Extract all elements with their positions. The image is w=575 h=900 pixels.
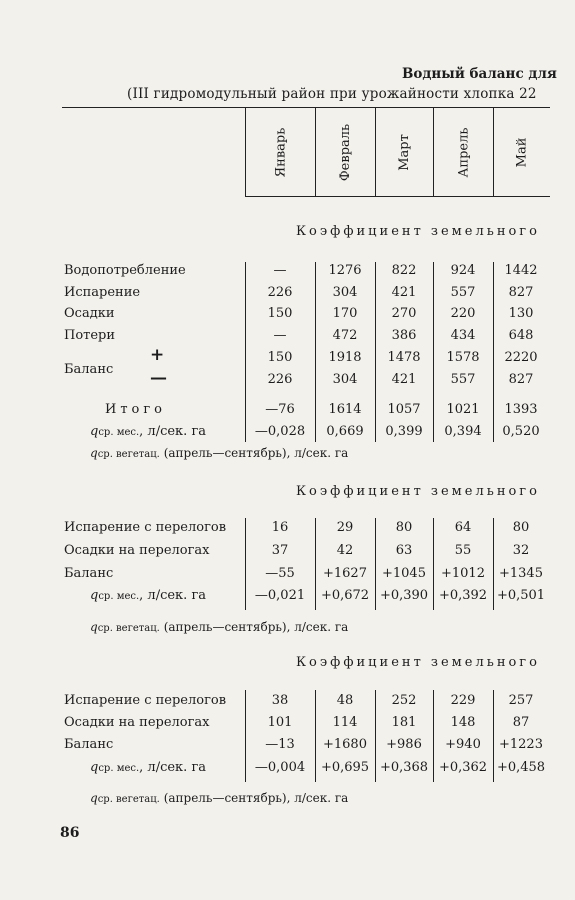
minus-sign: —: [150, 368, 167, 388]
table-cell: +1627: [323, 566, 367, 581]
table-cell: 38: [271, 693, 289, 708]
table-cell: 924: [450, 263, 476, 278]
page-title: Водный баланс для: [402, 66, 557, 82]
table-cell: —13: [265, 737, 295, 752]
table-cell: 1057: [387, 402, 421, 417]
q-symbol: q: [90, 424, 99, 439]
q-symbol: q: [90, 760, 99, 775]
table-cell: 557: [450, 285, 476, 300]
veg-text: (апрель—сентябрь), л/сек. га: [163, 446, 349, 460]
q-symbol: q: [90, 446, 98, 460]
month-label: Февраль: [338, 123, 353, 181]
table-cell: 0,669: [326, 424, 364, 439]
table-cell: 270: [391, 306, 417, 321]
table-cell: 1393: [504, 402, 538, 417]
table-cell: 1578: [446, 350, 480, 365]
table-cell: 114: [332, 715, 358, 730]
table-cell: +0,695: [320, 760, 370, 775]
table-cell: 0,399: [385, 424, 423, 439]
table-cell: 80: [395, 520, 413, 535]
table-cell: 304: [332, 372, 358, 387]
table-cell: 2220: [504, 350, 538, 365]
month-header: [434, 108, 493, 196]
table-cell: —0,028: [254, 424, 306, 439]
table-cell: —: [273, 263, 287, 278]
veg-text: (апрель—сентябрь), л/сек. га: [163, 620, 349, 634]
table-cell: +1345: [499, 566, 543, 581]
table-cell: 229: [450, 693, 476, 708]
table-cell: 29: [336, 520, 354, 535]
table-cell: 130: [508, 306, 534, 321]
balance-label: Баланс: [64, 362, 114, 377]
q-subscript: ср. мес.: [98, 591, 140, 602]
table-cell: +940: [445, 737, 481, 752]
veg-note: [90, 620, 348, 634]
month-header: [376, 108, 433, 196]
q-unit: , л/сек. га: [139, 588, 206, 603]
table-cell: 64: [454, 520, 472, 535]
table-cell: —0,021: [254, 588, 306, 603]
section-3-heading: Коэффициент земельного: [296, 655, 540, 670]
table-cell: 386: [391, 328, 417, 343]
table-cell: 32: [512, 543, 530, 558]
month-header: [246, 108, 315, 196]
table-cell: 434: [450, 328, 476, 343]
total-label: Итого: [105, 402, 166, 417]
row-label: Испарение с перелогов: [64, 693, 227, 708]
table-cell: +0,501: [496, 588, 546, 603]
table-cell: 226: [267, 285, 293, 300]
plus-sign: +: [150, 345, 165, 365]
q-monthly-label: [90, 588, 206, 603]
table-cell: 1918: [328, 350, 362, 365]
table-cell: 421: [391, 372, 417, 387]
table-cell: +0,458: [496, 760, 546, 775]
q-monthly-label: [90, 760, 206, 775]
table-cell: 55: [454, 543, 472, 558]
q-symbol: q: [90, 588, 99, 603]
table-cell: 822: [391, 263, 417, 278]
table-cell: 148: [450, 715, 476, 730]
section-2-col-divider: [245, 518, 246, 610]
table-cell: 1442: [504, 263, 538, 278]
table-cell: —55: [265, 566, 295, 581]
table-cell: 827: [508, 285, 534, 300]
table-cell: 1614: [328, 402, 362, 417]
section-1-heading: Коэффициент земельного: [296, 224, 540, 239]
veg-note: [90, 791, 348, 805]
section-1-col-divider: [245, 262, 246, 442]
row-label: Осадки: [64, 306, 115, 321]
table-cell: 150: [267, 306, 293, 321]
table-cell: +1012: [441, 566, 485, 581]
row-label: Осадки на перелогах: [64, 543, 210, 558]
row-label: Испарение с перелогов: [64, 520, 227, 535]
row-label: Водопотребление: [64, 263, 186, 278]
table-cell: 80: [512, 520, 530, 535]
row-label: Осадки на перелогах: [64, 715, 210, 730]
row-label: Потери: [64, 328, 116, 343]
month-label: Январь: [272, 127, 288, 177]
month-label: Май: [514, 137, 530, 167]
q-unit: , л/сек. га: [139, 424, 206, 439]
table-cell: 1021: [446, 402, 480, 417]
table-cell: 0,394: [444, 424, 482, 439]
table-cell: +0,392: [438, 588, 488, 603]
table-cell: 63: [395, 543, 413, 558]
table-cell: +0,672: [320, 588, 370, 603]
table-cell: 226: [267, 372, 293, 387]
table-cell: 557: [450, 372, 476, 387]
page-subtitle: (III гидромодульный район при урожайности хлопка 22: [127, 86, 537, 102]
table-cell: +0,368: [379, 760, 429, 775]
table-cell: 181: [391, 715, 417, 730]
table-cell: 421: [391, 285, 417, 300]
q-symbol: q: [90, 620, 98, 634]
table-cell: +1680: [323, 737, 367, 752]
month-header: [316, 108, 375, 196]
q-subscript: ср. мес.: [98, 763, 140, 774]
table-cell: 1276: [328, 263, 362, 278]
table-cell: 101: [267, 715, 293, 730]
table-cell: 150: [267, 350, 293, 365]
table-cell: 648: [508, 328, 534, 343]
q-monthly-label: [90, 424, 206, 439]
table-cell: 0,520: [502, 424, 540, 439]
table-cell: 220: [450, 306, 476, 321]
q-subscript: ср. вегетац.: [97, 449, 160, 460]
q-subscript: ср. вегетац.: [97, 623, 160, 634]
table-cell: 1478: [387, 350, 421, 365]
q-unit: , л/сек. га: [139, 760, 206, 775]
row-label: Баланс: [64, 737, 114, 752]
section-3-col-divider: [245, 690, 246, 782]
table-cell: 87: [512, 715, 530, 730]
q-symbol: q: [90, 791, 98, 805]
table-cell: +0,362: [438, 760, 488, 775]
table-cell: 304: [332, 285, 358, 300]
table-cell: 48: [336, 693, 354, 708]
table-cell: +0,390: [379, 588, 429, 603]
table-cell: 827: [508, 372, 534, 387]
row-label: Баланс: [64, 566, 114, 581]
table-cell: —: [273, 328, 287, 343]
table-cell: 42: [336, 543, 354, 558]
q-subscript: ср. мес.: [98, 427, 140, 438]
veg-note: [90, 446, 348, 460]
table-cell: 472: [332, 328, 358, 343]
table-cell: —0,004: [254, 760, 306, 775]
header-bottom-rule: [245, 196, 550, 197]
section-2-heading: Коэффициент земельного: [296, 484, 540, 499]
table-cell: 257: [508, 693, 534, 708]
table-cell: —76: [265, 402, 295, 417]
table-cell: +1045: [382, 566, 426, 581]
q-subscript: ср. вегетац.: [97, 794, 160, 805]
table-cell: 252: [391, 693, 417, 708]
table-cell: +986: [386, 737, 422, 752]
table-cell: 16: [271, 520, 289, 535]
page-number: 86: [60, 825, 80, 841]
month-label: Март: [396, 133, 412, 171]
table-cell: 170: [332, 306, 358, 321]
veg-text: (апрель—сентябрь), л/сек. га: [163, 791, 349, 805]
table-cell: +1223: [499, 737, 543, 752]
month-header: [494, 108, 550, 196]
month-label: Апрель: [456, 127, 471, 177]
table-cell: 37: [271, 543, 289, 558]
row-label: Испарение: [64, 285, 141, 300]
